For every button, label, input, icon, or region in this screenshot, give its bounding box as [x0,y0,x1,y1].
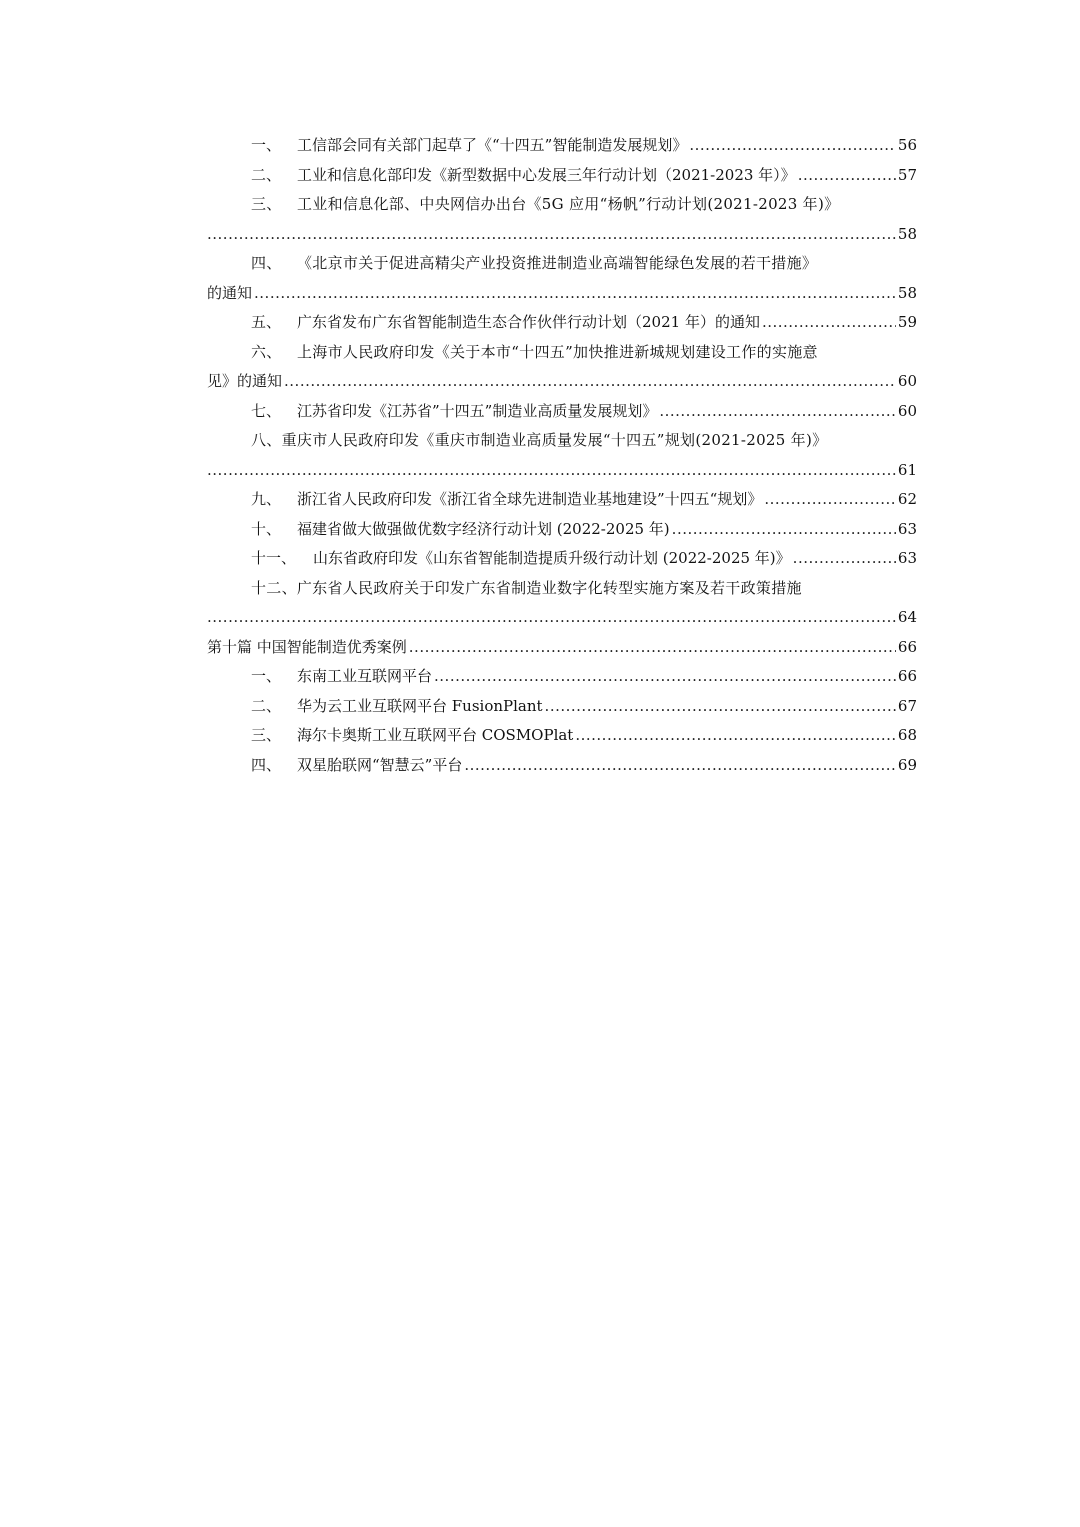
dot-leader [409,633,896,663]
toc-entry-number: 二、 [251,696,282,715]
toc-entry-title: 华为云工业互联网平台 FusionPlant [297,696,543,715]
toc-entry-page: 62 [897,490,917,508]
dot-leader [575,721,896,751]
dot-leader [254,279,896,309]
toc-entry-number: 十一、 [251,549,297,567]
toc-entry-page: 69 [897,755,917,774]
dot-leader [672,515,896,545]
toc-entry-title: 广东省人民政府关于印发广东省制造业数字化转型实施方案及若干政策措施 [296,578,802,597]
toc-entry-title-continued: 见》的通知 [207,372,283,390]
toc-entry-number: 三、 [251,726,282,744]
toc-entry-number: 四、 [251,755,282,774]
toc-entry-number: 一、 [251,136,282,154]
toc-entry-number: 十二、 [251,578,297,597]
toc-entry-page: 67 [897,696,917,715]
toc-entry-number: 四、 [251,254,282,272]
toc-entry[interactable] [207,161,917,191]
toc-entry-page: 68 [897,726,917,744]
dot-leader [762,308,896,338]
toc-entry-title: 工业和信息化部印发《新型数据中心发展三年行动计划（2021-2023 年）》 [297,165,796,184]
toc-entry[interactable] [207,721,917,751]
toc-entry-page: 63 [897,519,917,538]
toc-entry-page: 66 [897,667,917,685]
toc-entry-number: 十、 [251,519,282,538]
toc-entry[interactable] [207,426,917,485]
toc-entry-page: 63 [897,549,917,567]
toc-entry-page: 56 [897,136,917,154]
toc-entry[interactable] [207,249,917,308]
toc-entry-title: 浙江省人民政府印发《浙江省全球先进制造业基地建设”十四五“规划》 [297,490,763,508]
toc-entry-number: 三、 [251,195,282,213]
dot-leader [659,397,896,427]
dot-leader [207,603,896,633]
toc-entry-title: 重庆市人民政府印发《重庆市制造业高质量发展“十四五”规划(2021-2025 年)》 [281,431,828,449]
toc-entry-number: 一、 [251,667,282,685]
toc-entry-number: 五、 [251,313,282,331]
dot-leader [207,456,896,486]
toc-entry-title: 福建省做大做强做优数字经济行动计划 (2022-2025 年) [297,519,670,538]
toc-entry[interactable] [207,308,917,338]
toc-entry-page: 60 [897,401,917,420]
toc-entry-title: 上海市人民政府印发《关于本市“十四五”加快推进新城规划建设工作的实施意 [297,342,818,361]
toc-entry[interactable] [207,751,917,781]
toc-entry-page: 60 [897,372,917,390]
toc-entry[interactable] [207,662,917,692]
toc-entry-title: 双星胎联网“智慧云”平台 [297,755,463,774]
dot-leader [434,662,896,692]
toc-chapter-entry[interactable] [207,633,917,663]
toc-entry-page: 61 [897,460,917,479]
toc-entry[interactable] [207,131,917,161]
toc-entry[interactable] [207,692,917,722]
toc-entry-title: 江苏省印发《江苏省”十四五”制造业高质量发展规划》 [297,401,658,420]
dot-leader [798,161,896,191]
toc-entry-title: 东南工业互联网平台 [297,667,433,685]
toc-entry[interactable] [207,397,917,427]
toc-entry[interactable] [207,574,917,633]
dot-leader [207,220,896,250]
toc-entry[interactable] [207,485,917,515]
toc-entry-page: 58 [897,283,917,302]
toc-entry-page: 66 [897,637,917,656]
toc-entry-page: 64 [897,608,917,626]
toc-entry-number: 七、 [251,401,282,420]
toc-entry-number: 二、 [251,165,282,184]
toc-entry-page: 59 [897,313,917,331]
toc-entry[interactable] [207,190,917,249]
dot-leader [689,131,896,161]
dot-leader [284,367,896,397]
dot-leader [793,544,896,574]
toc-entry[interactable] [207,515,917,545]
chapter-title: 第十篇 中国智能制造优秀案例 [207,637,407,656]
toc-entry[interactable] [207,544,917,574]
dot-leader [464,751,896,781]
toc-entry-number: 九、 [251,490,282,508]
toc-entry-number: 六、 [251,342,282,361]
toc-entry-page: 57 [897,165,917,184]
toc-entry-title: 工信部会同有关部门起草了《“十四五”智能制造发展规划》 [297,136,688,154]
toc-entry-number: 八、 [251,431,282,449]
table-of-contents [207,131,917,780]
dot-leader [764,485,896,515]
toc-entry-title: 广东省发布广东省智能制造生态合作伙伴行动计划（2021 年）的通知 [297,313,760,331]
toc-entry-title: 海尔卡奥斯工业互联网平台 COSMOPlat [297,726,574,744]
toc-entry[interactable] [207,338,917,397]
toc-entry-title: 山东省政府印发《山东省智能制造提质升级行动计划 (2022-2025 年)》 [313,549,791,567]
toc-entry-page: 58 [897,224,917,243]
toc-entry-title: 《北京市关于促进高精尖产业投资推进制造业高端智能绿色发展的若干措施》 [297,254,818,272]
dot-leader [545,692,896,722]
toc-entry-title-continued: 的通知 [207,283,253,302]
toc-entry-title: 工业和信息化部、中央网信办出台《5G 应用“杨帆”行动计划(2021-2023 年)》 [297,195,840,213]
